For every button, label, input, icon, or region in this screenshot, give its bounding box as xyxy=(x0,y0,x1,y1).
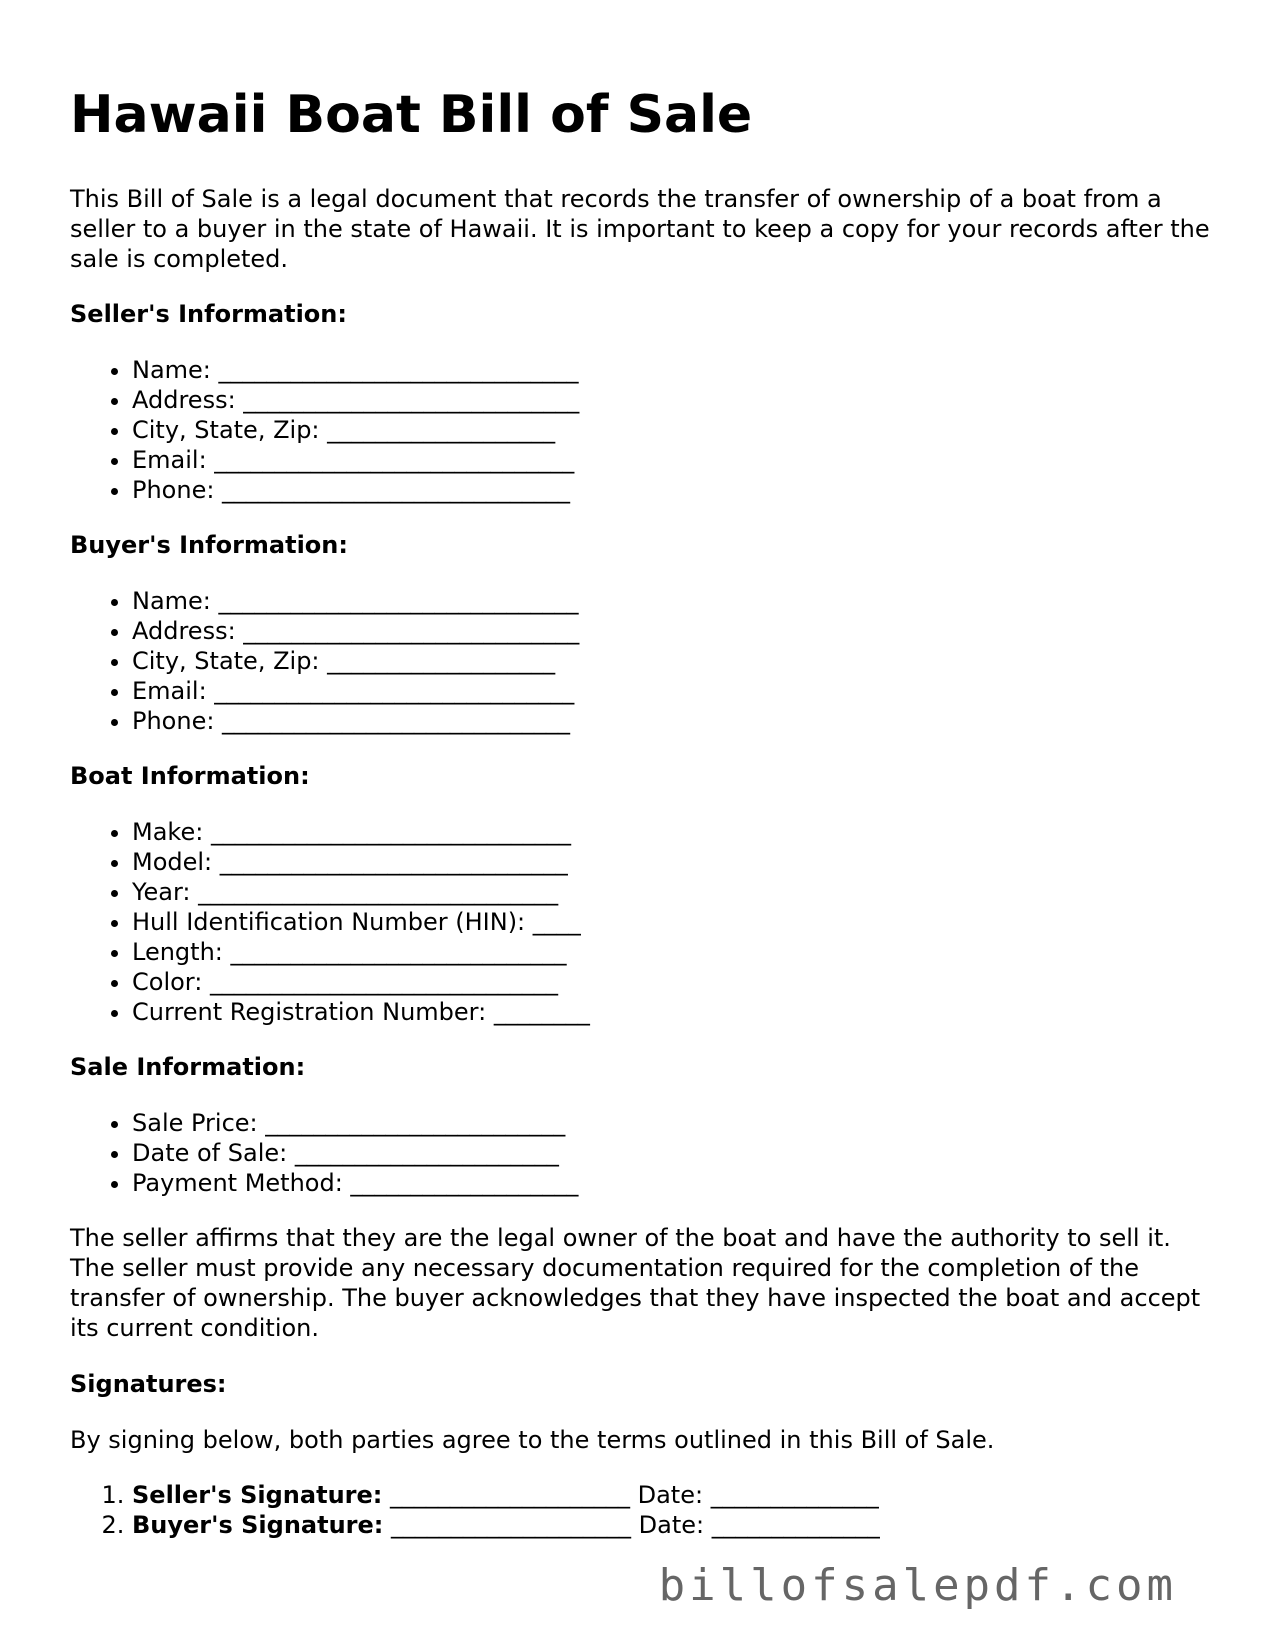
seller-signature-line xyxy=(132,1480,1220,1510)
boat-color-field: • Color: _____________________________ xyxy=(132,967,1220,997)
seller-name-field: • Name: ______________________________ xyxy=(132,355,1220,385)
buyer-city-state-zip-field: • City, State, Zip: ___________________ xyxy=(132,646,1220,676)
sale-info-list xyxy=(70,1108,1220,1198)
agreement-paragraph: By signing below, both parties agree to the terms outlined in this Bill of Sale. xyxy=(70,1425,995,1454)
sale-date-field: • Date of Sale: ______________________ xyxy=(132,1138,1220,1168)
boat-year-field: • Year: ______________________________ xyxy=(132,877,1220,907)
seller-city-state-zip-field: • City, State, Zip: ___________________ xyxy=(132,415,1220,445)
seller-signature-label: Seller's Signature: xyxy=(132,1480,383,1509)
buyer-info-list xyxy=(70,586,1220,736)
buyer-address-field: • Address: ____________________________ xyxy=(132,616,1220,646)
boat-model-field: • Model: _____________________________ xyxy=(132,847,1220,877)
buyer-signature-line xyxy=(132,1510,1220,1540)
boat-length-field: • Length: ____________________________ xyxy=(132,937,1220,967)
seller-heading: Seller's Information: xyxy=(70,299,347,328)
buyer-name-field: • Name: ______________________________ xyxy=(132,586,1220,616)
signature-list xyxy=(70,1480,1220,1540)
seller-address-field: • Address: ____________________________ xyxy=(132,385,1220,415)
buyer-email-field: • Email: ______________________________ xyxy=(132,676,1220,706)
buyer-phone-field: • Phone: _____________________________ xyxy=(132,706,1220,736)
document xyxy=(70,86,1220,1565)
signatures-heading: Signatures: xyxy=(70,1369,227,1398)
payment-method-field: • Payment Method: ___________________ xyxy=(132,1168,1220,1198)
buyer-signature-label: Buyer's Signature: xyxy=(132,1510,384,1539)
boat-registration-field: • Current Registration Number: ________ xyxy=(132,997,1220,1027)
buyer-heading: Buyer's Information: xyxy=(70,530,348,559)
seller-email-field: • Email: ______________________________ xyxy=(132,445,1220,475)
buyer-signature-blank: ____________________ Date: ______________ xyxy=(383,1510,880,1539)
boat-heading: Boat Information: xyxy=(70,761,310,790)
seller-signature-blank: ____________________ Date: ______________ xyxy=(382,1480,879,1509)
boat-hin-field: • Hull Identification Number (HIN): ____ xyxy=(132,907,1220,937)
intro-paragraph: This Bill of Sale is a legal document that records the transfer of ownership of a boat from a seller to a buyer in the state of Hawaii. It is important to keep a copy for your records after the sale is completed. xyxy=(70,184,1210,273)
sale-price-field: • Sale Price: _________________________ xyxy=(132,1108,1220,1138)
boat-info-list xyxy=(70,817,1220,1027)
affirmation-paragraph: The seller affirms that they are the legal owner of the boat and have the authority to sell it. The seller must provide any necessary documentation required for the completion of the transfer of ownership. The buyer acknowledges that they have inspected the boat and accept its current condition. xyxy=(70,1223,1201,1342)
boat-make-field: • Make: ______________________________ xyxy=(132,817,1220,847)
document-title: Hawaii Boat Bill of Sale xyxy=(70,85,753,145)
watermark: billofsalepdf.com xyxy=(658,1560,1177,1611)
sale-heading: Sale Information: xyxy=(70,1052,306,1081)
seller-phone-field: • Phone: _____________________________ xyxy=(132,475,1220,505)
seller-info-list xyxy=(70,355,1220,505)
